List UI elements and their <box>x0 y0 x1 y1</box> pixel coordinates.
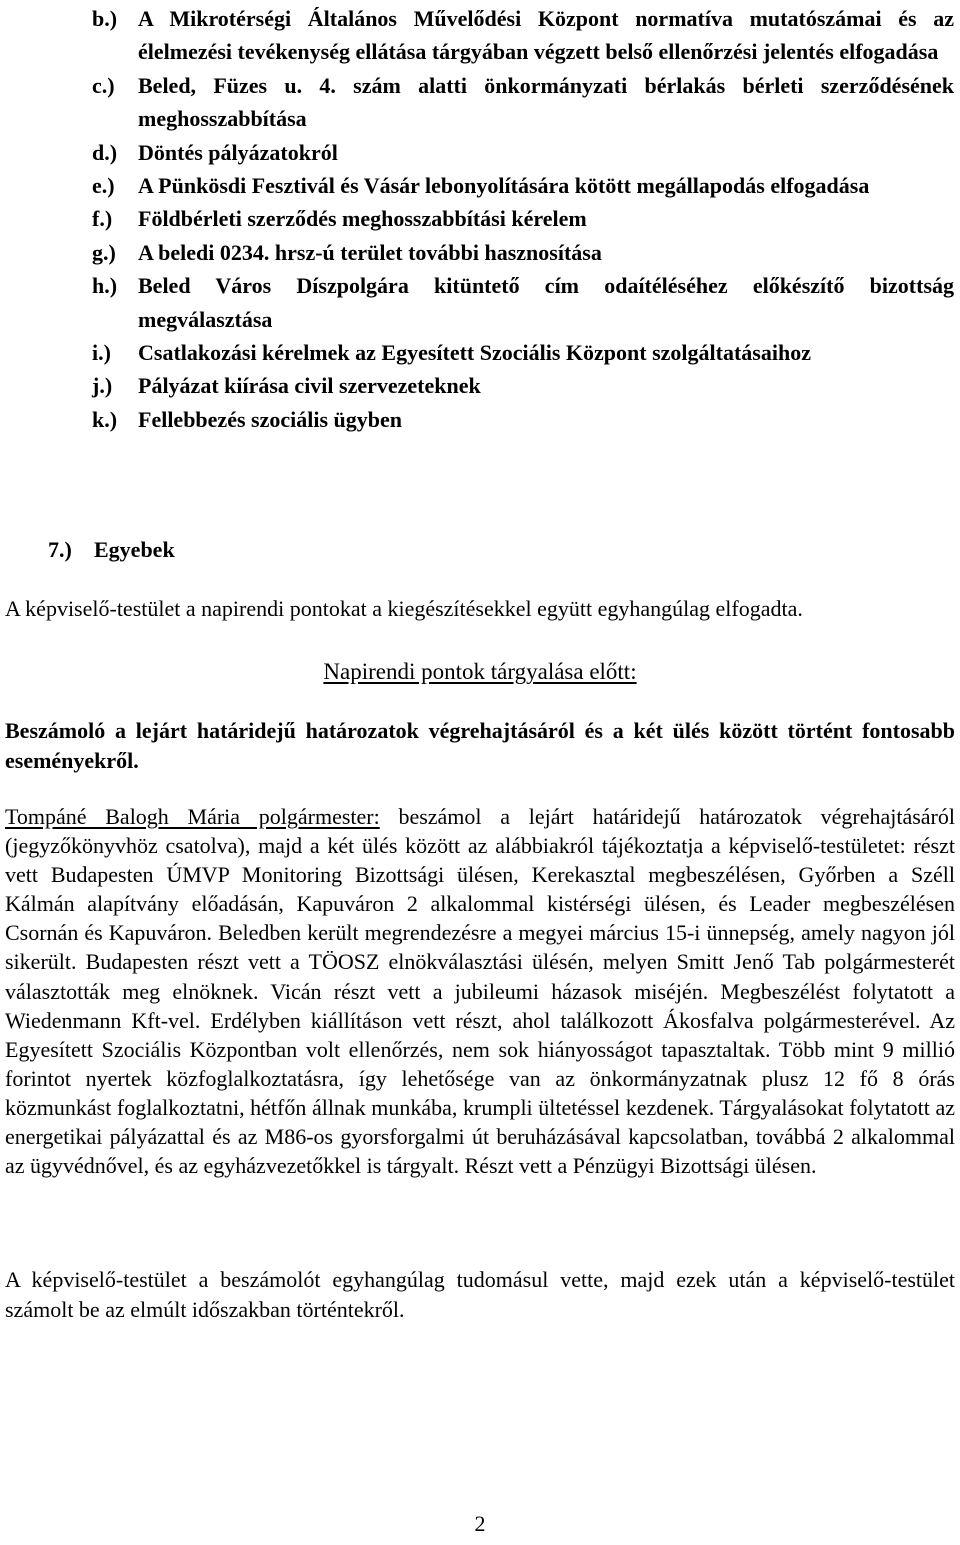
section-7-heading <box>48 535 175 565</box>
agenda-item <box>92 336 954 369</box>
agenda-item <box>92 202 954 235</box>
agenda-item-label: j.) <box>92 373 113 399</box>
agenda-item <box>92 136 954 169</box>
agenda-item-label: c.) <box>92 72 115 98</box>
agenda-item-label: g.) <box>92 239 116 265</box>
agenda-item-label: f.) <box>92 206 113 232</box>
agenda-item-text: Pályázat kiírása civil szervezeteknek <box>138 373 481 399</box>
agenda-item-text: Beled Város Díszpolgára kitüntető cím odaítéléséhez előkészítő bizottság megválasztása <box>138 273 954 332</box>
agenda-item <box>92 236 954 269</box>
report-body: beszámol a lejárt határidejű határozatok végrehajtásáról (jegyzőkönyvhöz csatolva), majd a két ülés között az alábbiakról tájékoztatja a képviselő-testületet: részt vett Budapesten ÚMVP Monitoring Bizottsági ülésen, Kerekasztal megbeszélésen, Győrben a Széll Kálmán alapítvány előadásán, Kapuváron 2 alkalommal kistérségi ülésen, és Leader megbeszélésen Csornán és Kapuváron. Beledben került megrendezésre a megyei március 15-i ünnepség, amely nagyon jól sikerült. Budapesten részt vett a TÖOSZ elnökválasztási ülésén, melyen Smitt Jenő Tab polgármesterét választották meg elnöknek. Vicán részt vett a jubileumi házasok miséjén. Megbeszélést folytatott a Wiedenmann Kft-vel. Erdélyben kiállításon vett részt, ahol találkozott Ákosfalva polgármesterével. Az Egyesített Szociális Központban volt ellenőrzés, nem sok hiányosságot tapasztaltak. Több mint 9 millió forintot nyertek közfoglalkoztatásra, így lehetősége van az önkormányzatnak plusz 12 fő 8 órás közmunkást foglalkoztatni, hétfőn állnak munkába, krumpli ültetéssel kezdenek. Tárgyalásokat folytatott az energetikai pályázattal és az M86-os gyorsforgalmi út beruházásával kapcsolatban, továbbá 2 alkalommal az ügyvédnővel, és az egyházvezetőkkel is tárgyalt. Részt vett a Pénzügyi Bizottsági ülésen. <box>5 804 955 1179</box>
agenda-item-text: A Pünkösdi Fesztivál és Vásár lebonyolítására kötött megállapodás elfogadása <box>138 173 870 199</box>
agenda-item-text: Fellebbezés szociális ügyben <box>138 406 402 432</box>
report-title: Beszámoló a lejárt határidejű határozatok végrehajtásáról és a két ülés között történt fontosabb eseményekről. <box>5 718 955 773</box>
agenda-item-label: h.) <box>92 273 118 299</box>
agenda-item-label: k.) <box>92 406 118 432</box>
agenda-item-text: A beledi 0234. hrsz-ú terület további hasznosítása <box>138 239 602 265</box>
approval-paragraph: A képviselő-testület a napirendi pontokat a kiegészítésekkel együtt egyhangúlag elfogadta. <box>5 596 803 621</box>
agenda-item-label: d.) <box>92 139 118 165</box>
agenda-item-text: Döntés pályázatokról <box>138 139 338 165</box>
page-number: 2 <box>474 1511 486 1536</box>
report-paragraph <box>5 802 955 1180</box>
agenda-item-label: i.) <box>92 340 111 366</box>
agenda-item <box>92 403 954 436</box>
speaker-name: Tompáné Balogh Mária polgármester: <box>5 804 380 829</box>
section-subheading <box>0 656 960 688</box>
agenda-item-text: Csatlakozási kérelmek az Egyesített Szociális Központ szolgáltatásaihoz <box>138 340 811 366</box>
closing-paragraph: A képviselő-testület a beszámolót egyhangúlag tudomásul vette, majd ezek után a képviselő-testület számolt be az elmúlt időszakban történtekről. <box>5 1267 955 1322</box>
agenda-item <box>92 2 954 69</box>
section-7-text: Egyebek <box>94 537 175 562</box>
agenda-item <box>92 269 954 336</box>
agenda-item-label: b.) <box>92 6 118 31</box>
agenda-item-text: Földbérleti szerződés meghosszabbítási kérelem <box>138 206 587 232</box>
agenda-list <box>92 2 954 436</box>
agenda-item-text: A Mikrotérségi Általános Művelődési Központ normatíva mutatószámai és az élelmezési tevékenység ellátása tárgyában végzett belső ellenőrzési jelentés elfogadása <box>138 6 954 65</box>
agenda-item <box>92 369 954 402</box>
agenda-item <box>92 69 954 136</box>
subheading-text: Napirendi pontok tárgyalása előtt: <box>323 659 637 684</box>
agenda-item-text: Beled, Füzes u. 4. szám alatti önkormányzati bérlakás bérleti szerződésének meghosszabbítása <box>138 72 954 132</box>
section-7-label: 7.) <box>48 537 72 562</box>
agenda-item <box>92 169 954 202</box>
agenda-item-label: e.) <box>92 173 115 199</box>
